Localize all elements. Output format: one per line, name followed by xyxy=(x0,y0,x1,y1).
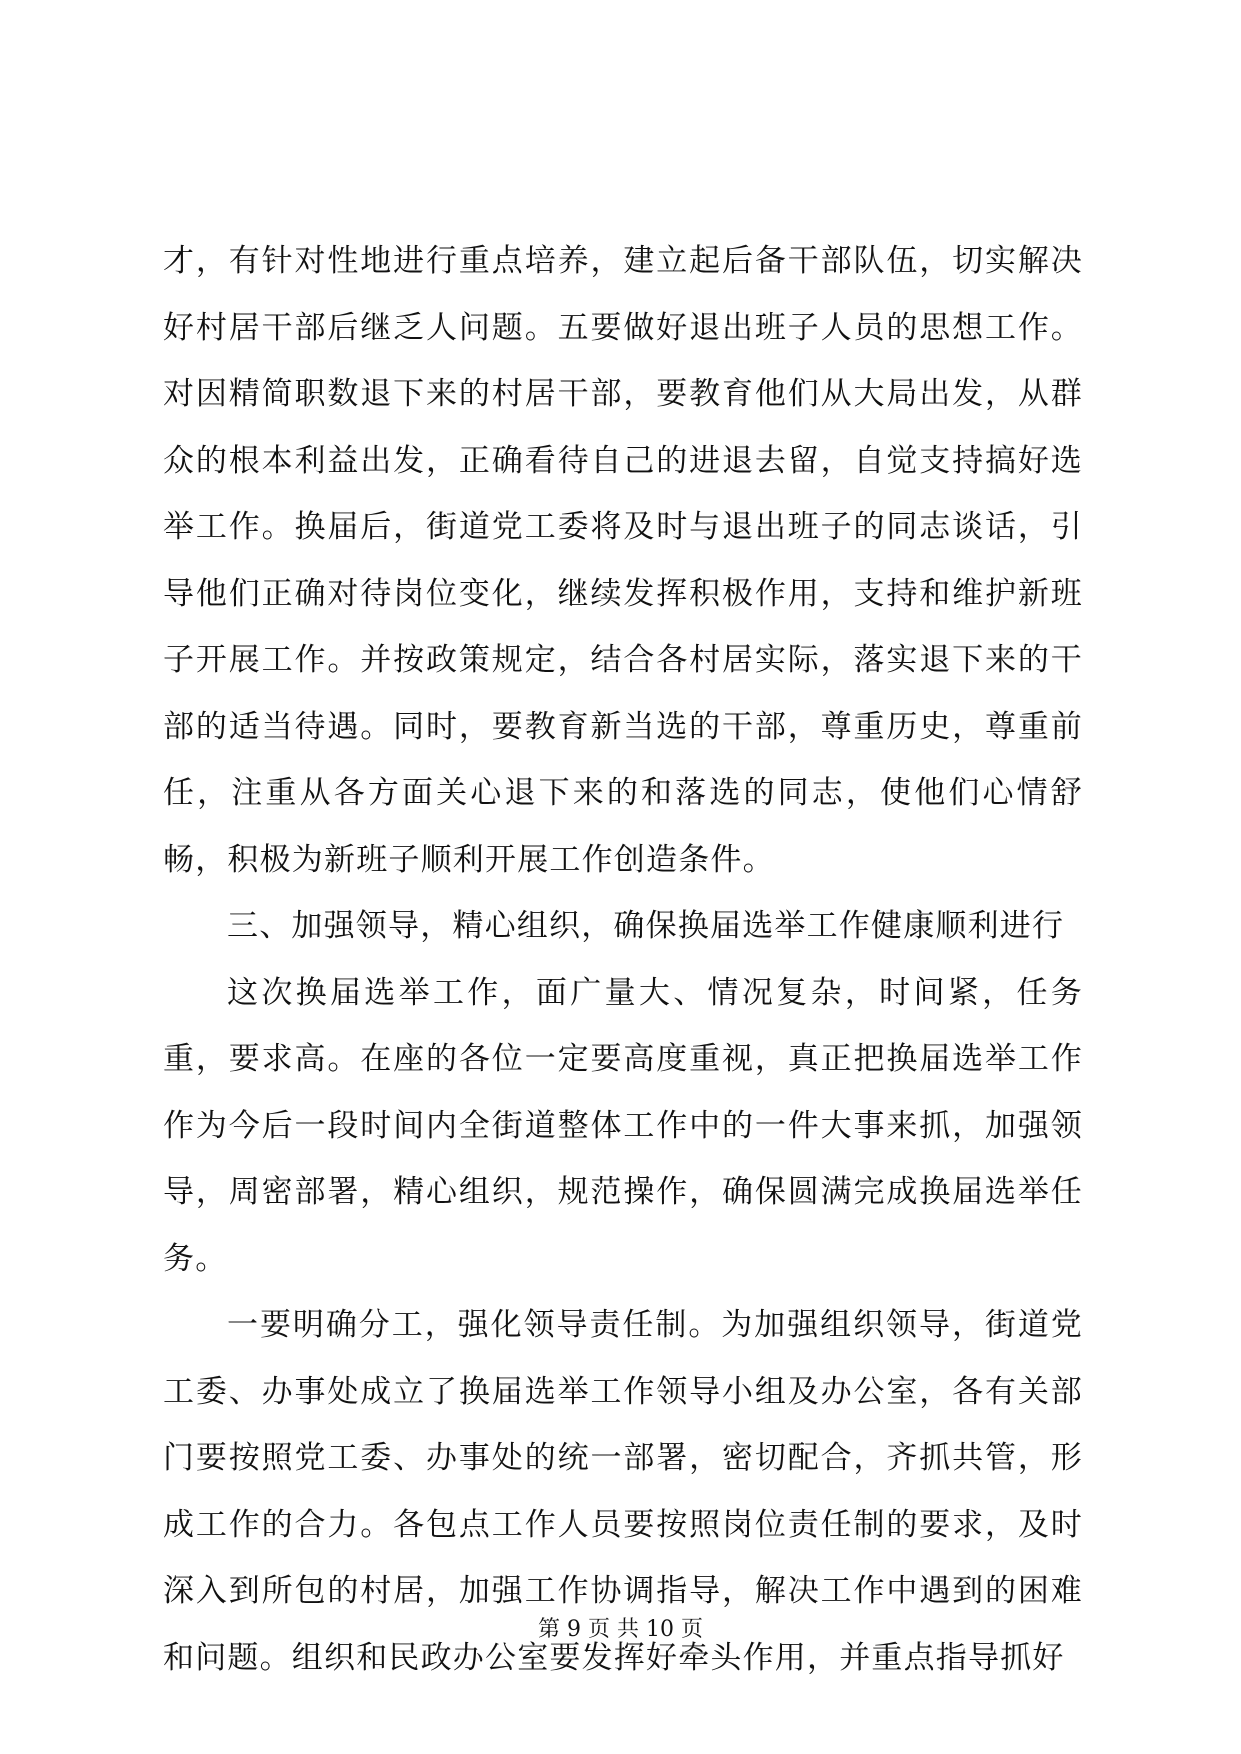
paragraph-election-importance: 这次换届选举工作，面广量大、情况复杂，时间紧，任务重，要求高。在座的各位一定要高度重视，真正把换届选举工作作为今后一段时间内全街道整体工作中的一件大事来抓，加强领导，周密部署，精心组织，规范操作，确保圆满完成换届选举任务。 xyxy=(163,974,1083,1277)
paragraph-division-of-labor: 一要明确分工，强化领导责任制。为加强组织领导，街道党工委、办事处成立了换届选举工作领导小组及办公室，各有关部门要按照党工委、办事处的统一部署，密切配合，齐抓共管，形成工作的合力。各包点工作人员要按照岗位责任制的要求，及时深入到所包的村居，加强工作协调指导，解决工作中遇到的困难和问题。组织和民政办公室要发挥好牵头作用，并重点指导抓好 xyxy=(163,1307,1083,1676)
page-number-footer: 第 9 页 共 10 页 xyxy=(538,1617,703,1642)
document-body xyxy=(163,228,1083,1691)
section-heading-three: 三、加强领导，精心组织，确保换届选举工作健康顺利进行 xyxy=(227,908,1065,944)
paragraph-continuation: 才，有针对性地进行重点培养，建立起后备干部队伍，切实解决好村居干部后继乏人问题。五要做好退出班子人员的思想工作。对因精简职数退下来的村居干部，要教育他们从大局出发，从群众的根本利益出发，正确看待自己的进退去留，自觉支持搞好选举工作。换届后，街道党工委将及时与退出班子的同志谈话，引导他们正确对待岗位变化，继续发挥积极作用，支持和维护新班子开展工作。并按政策规定，结合各村居实际，落实退下来的干部的适当待遇。同时，要教育新当选的干部，尊重历史，尊重前任，注重从各方面关心退下来的和落选的同志，使他们心情舒畅，积极为新班子顺利开展工作创造条件。 xyxy=(163,243,1083,878)
